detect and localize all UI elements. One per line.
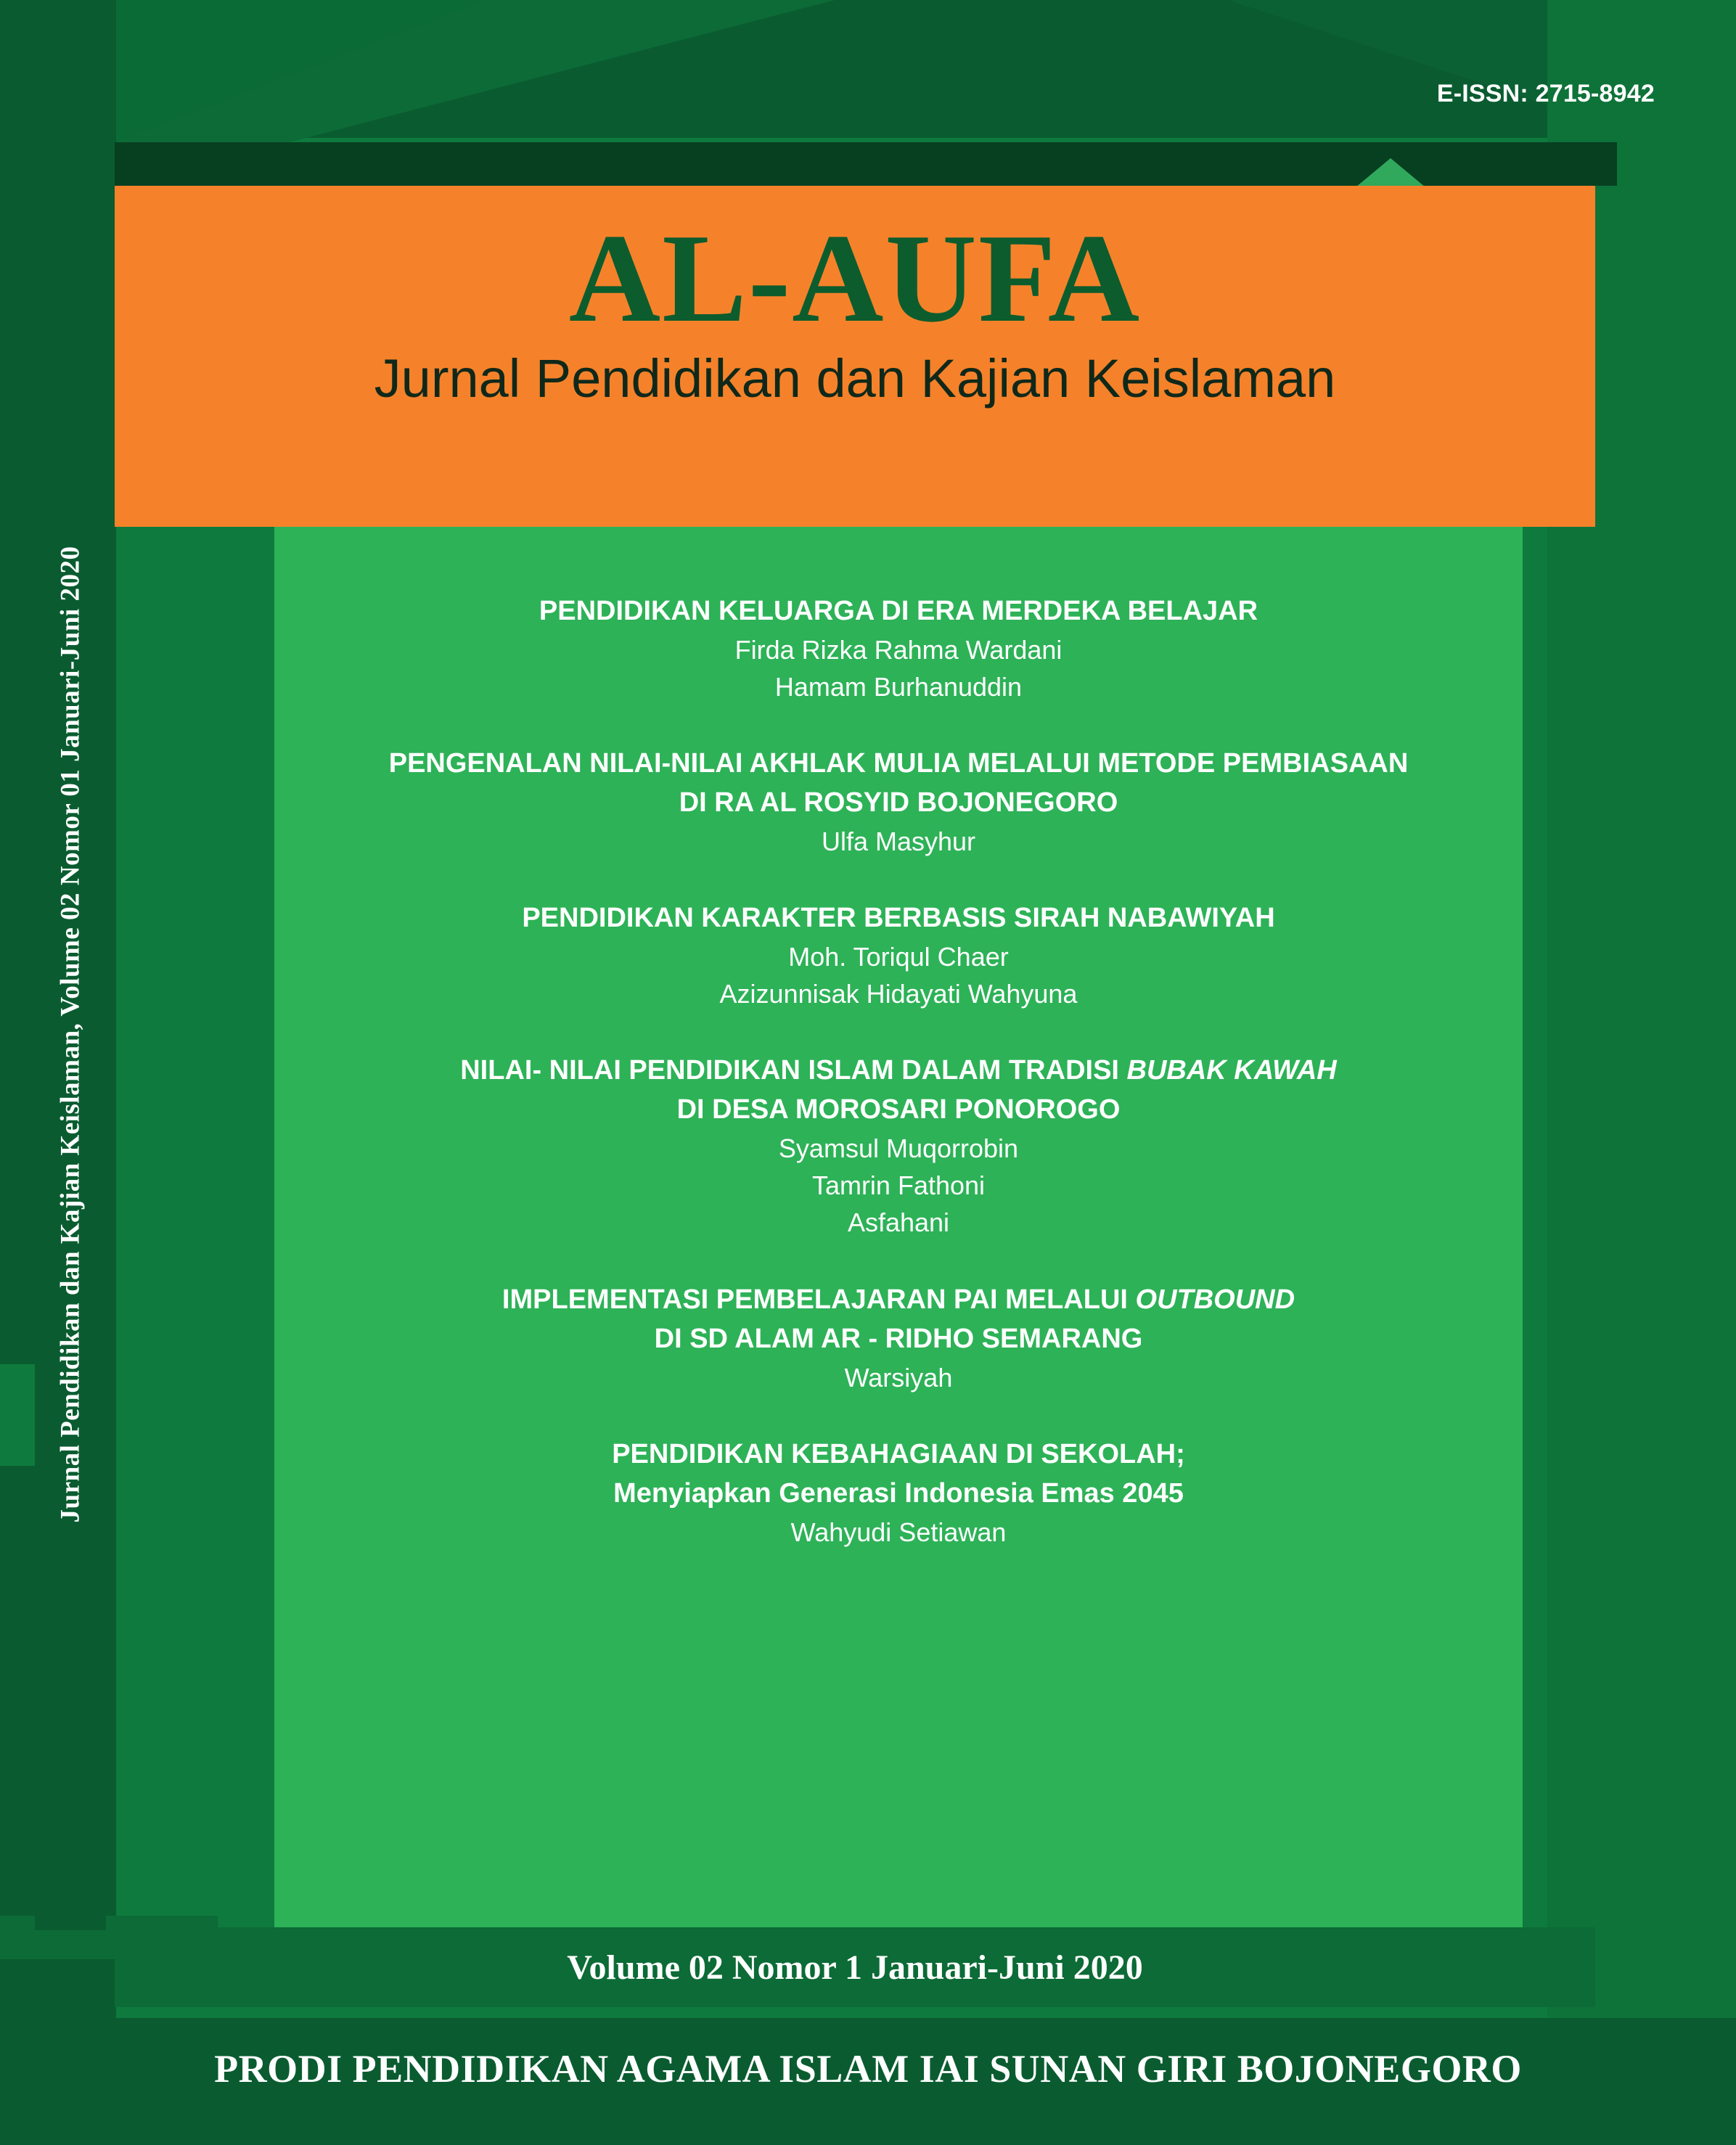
background-left-notch [0, 1364, 38, 1466]
article-title-line: PENGENALAN NILAI-NILAI AKHLAK MULIA MELALUI METODE PEMBIASAAN [388, 748, 1409, 779]
article-author: Firda Rizka Rahma Wardani [734, 634, 1063, 665]
issn-label: E-ISSN: 2715-8942 [1436, 80, 1655, 107]
article-author: Azizunnisak Hidayati Wahyuna [719, 979, 1078, 1009]
article-title-line: PENDIDIKAN KELUARGA DI ERA MERDEKA BELAJAR [539, 596, 1258, 626]
article-author: Tamrin Fathoni [811, 1170, 986, 1201]
toc-article [274, 745, 1523, 860]
journal-title: AL-AUFA [568, 208, 1142, 348]
article-title-line: PENDIDIKAN KARAKTER BERBASIS SIRAH NABAWIYAH [522, 903, 1275, 934]
article-author: Moh. Toriqul Chaer [788, 942, 1009, 972]
journal-subtitle: Jurnal Pendidikan dan Kajian Keislaman [374, 348, 1336, 409]
article-title-line: Menyiapkan Generasi Indonesia Emas 2045 [613, 1477, 1184, 1509]
title-banner [115, 186, 1595, 527]
toc-article [274, 592, 1523, 705]
table-of-contents-list [274, 527, 1523, 1551]
article-title-line: NILAI- NILAI PENDIDIKAN ISLAM DALAM TRADISI BUBAK KAWAH [460, 1055, 1337, 1086]
article-author: Asfahani [847, 1207, 950, 1238]
volume-band [115, 1927, 1595, 2007]
background-diagonal [109, 0, 486, 145]
article-author: Wahyudi Setiawan [790, 1517, 1007, 1547]
toc-article [274, 1051, 1523, 1241]
table-of-contents-panel [274, 527, 1523, 1927]
toc-article [274, 1281, 1523, 1396]
article-author: Warsiyah [844, 1362, 953, 1393]
article-author: Hamam Burhanuddin [774, 672, 1023, 702]
volume-text: Volume 02 Nomor 1 Januari-Juni 2020 [567, 1948, 1143, 1987]
green-arrow-tab [1356, 158, 1425, 187]
article-author: Syamsul Muqorrobin [778, 1133, 1019, 1164]
toc-article [274, 899, 1523, 1012]
spine [35, 138, 106, 1930]
toc-article [274, 1435, 1523, 1551]
spine-text: Jurnal Pendidikan dan Kajian Keislaman, Volume 02 Nomor 01 Januari-Juni 2020 [55, 546, 86, 1522]
article-author: Ulfa Masyhur [821, 827, 976, 857]
article-title-line: DI SD ALAM AR - RIDHO SEMARANG [654, 1323, 1143, 1354]
publisher-text: PRODI PENDIDIKAN AGAMA ISLAM IAI SUNAN GIRI BOJONEGORO [214, 2047, 1522, 2091]
article-title-line: PENDIDIKAN KEBAHAGIAAN DI SEKOLAH; [612, 1438, 1185, 1469]
article-title-line: IMPLEMENTASI PEMBELAJARAN PAI MELALUI OUTBOUND [501, 1284, 1295, 1315]
article-title-line: DI RA AL ROSYID BOJONEGORO [679, 787, 1118, 819]
article-title-line: DI DESA MOROSARI PONOROGO [676, 1094, 1121, 1125]
